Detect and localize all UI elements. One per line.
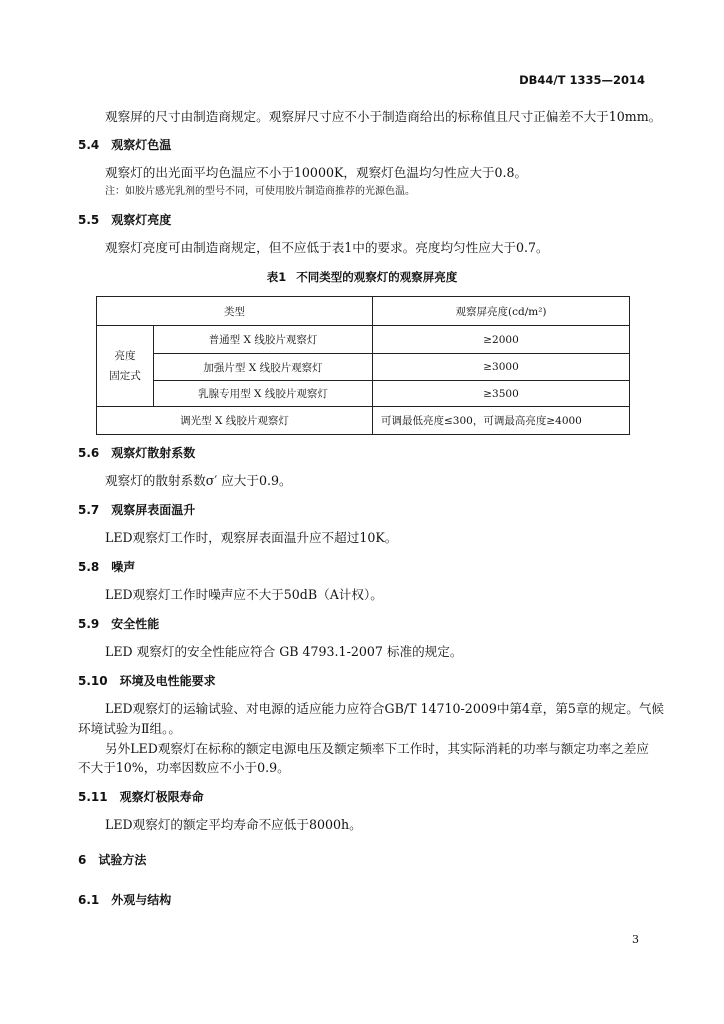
- section-title: 安全性能: [111, 617, 160, 631]
- noise-paragraph: LED观察灯工作时噪声应不大于50dB（A计权）。: [105, 587, 383, 602]
- section-heading-5-7: [78, 502, 195, 518]
- section-title: 环境及电性能要求: [119, 674, 216, 688]
- power-paragraph-line: 不大于10%，功率因数应不小于0.9。: [78, 760, 290, 775]
- section-title: 观察屏表面温升: [111, 503, 196, 517]
- table-cell-type: 调光型 X 线胶片观察灯: [97, 407, 373, 435]
- luminance-table: [96, 296, 630, 435]
- chapter-title: 试验方法: [98, 853, 147, 867]
- section-title: 观察灯亮度: [111, 213, 172, 227]
- table-cell-luminance: ≥2000: [373, 326, 630, 354]
- section-number: 5.9: [78, 617, 100, 631]
- section-heading-5-5: [78, 212, 171, 228]
- table-header-row: [97, 297, 630, 326]
- section-number: 5.6: [78, 446, 100, 460]
- section-heading-5-9: [78, 616, 159, 632]
- chapter-heading-6: [78, 852, 146, 868]
- section-heading-5-11: [78, 789, 204, 805]
- table-caption: [0, 269, 724, 285]
- color-temperature-note: 注：如胶片感光乳剂的型号不同，可使用胶片制造商推荐的光源色温。: [105, 186, 415, 197]
- section-number: 5.7: [78, 503, 100, 517]
- section-heading-6-1: [78, 892, 171, 908]
- scatter-coefficient-paragraph: 观察灯的散射系数σ′ 应大于0.9。: [105, 473, 292, 488]
- section-title: 观察灯散射系数: [111, 446, 196, 460]
- environment-paragraph-line: LED观察灯的运输试验、对电源的适应能力应符合GB/T 14710-2009中第4章，第5章的规定。气候: [105, 701, 665, 716]
- table-header-luminance: 观察屏亮度(cd/m²): [373, 297, 630, 326]
- section-heading-5-4: [78, 137, 171, 153]
- luminance-paragraph: 观察灯亮度可由制造商规定，但不应低于表1中的要求。亮度均匀性应大于0.7。: [105, 240, 549, 255]
- color-temperature-paragraph: 观察灯的出光面平均色温应不小于10000K，观察灯色温均匀性应大于0.8。: [105, 165, 528, 180]
- table-cell-luminance: ≥3500: [373, 381, 630, 407]
- table-row: [97, 354, 630, 381]
- table-cell-luminance: 可调最低亮度≤300，可调最高亮度≥4000: [373, 407, 630, 435]
- environment-paragraph-line: 环境试验为Ⅱ组。。: [78, 721, 182, 736]
- section-title: 观察灯极限寿命: [119, 790, 204, 804]
- section-number: 5.10: [78, 674, 108, 688]
- section-number: 5.5: [78, 213, 100, 227]
- section-heading-5-6: [78, 445, 195, 461]
- section-heading-5-10: [78, 673, 216, 689]
- safety-paragraph: LED 观察灯的安全性能应符合 GB 4793.1-2007 标准的规定。: [105, 644, 463, 659]
- section-number: 5.8: [78, 560, 100, 574]
- group-label-line: 固定式: [109, 370, 141, 382]
- group-label-line: 亮度: [114, 350, 136, 362]
- table-cell-type: 加强片型 X 线胶片观察灯: [154, 354, 373, 381]
- table-cell-luminance: ≥3000: [373, 354, 630, 381]
- table-cell-type: 普通型 X 线胶片观察灯: [154, 326, 373, 354]
- screen-size-paragraph: 观察屏的尺寸由制造商规定。观察屏尺寸应不小于制造商给出的标称值且尺寸正偏差不大于10mm。: [105, 109, 662, 124]
- table-caption-number: 表1: [266, 270, 287, 284]
- section-title: 观察灯色温: [111, 138, 172, 152]
- table-header-type: 类型: [97, 297, 373, 326]
- table-row: [97, 326, 630, 354]
- section-title: 噪声: [111, 560, 136, 574]
- table-caption-title: 不同类型的观察灯的观察屏亮度: [296, 270, 458, 284]
- section-number: 5.11: [78, 790, 108, 804]
- table-row: [97, 407, 630, 435]
- lifetime-paragraph: LED观察灯的额定平均寿命不应低于8000h。: [105, 817, 362, 832]
- document-number: DB44/T 1335—2014: [519, 73, 645, 87]
- table-row: [97, 381, 630, 407]
- temperature-rise-paragraph: LED观察灯工作时，观察屏表面温升应不超过10K。: [105, 530, 398, 545]
- chapter-number: 6: [78, 853, 87, 867]
- section-number: 6.1: [78, 893, 100, 907]
- table-cell-type: 乳腺专用型 X 线胶片观察灯: [154, 381, 373, 407]
- page-number: 3: [632, 933, 639, 946]
- section-heading-5-8: [78, 559, 135, 575]
- fixed-luminance-group-label: [97, 326, 154, 407]
- power-paragraph-line: 另外LED观察灯在标称的额定电源电压及额定频率下工作时，其实际消耗的功率与额定功率之差应: [105, 741, 649, 756]
- section-number: 5.4: [78, 138, 100, 152]
- section-title: 外观与结构: [111, 893, 172, 907]
